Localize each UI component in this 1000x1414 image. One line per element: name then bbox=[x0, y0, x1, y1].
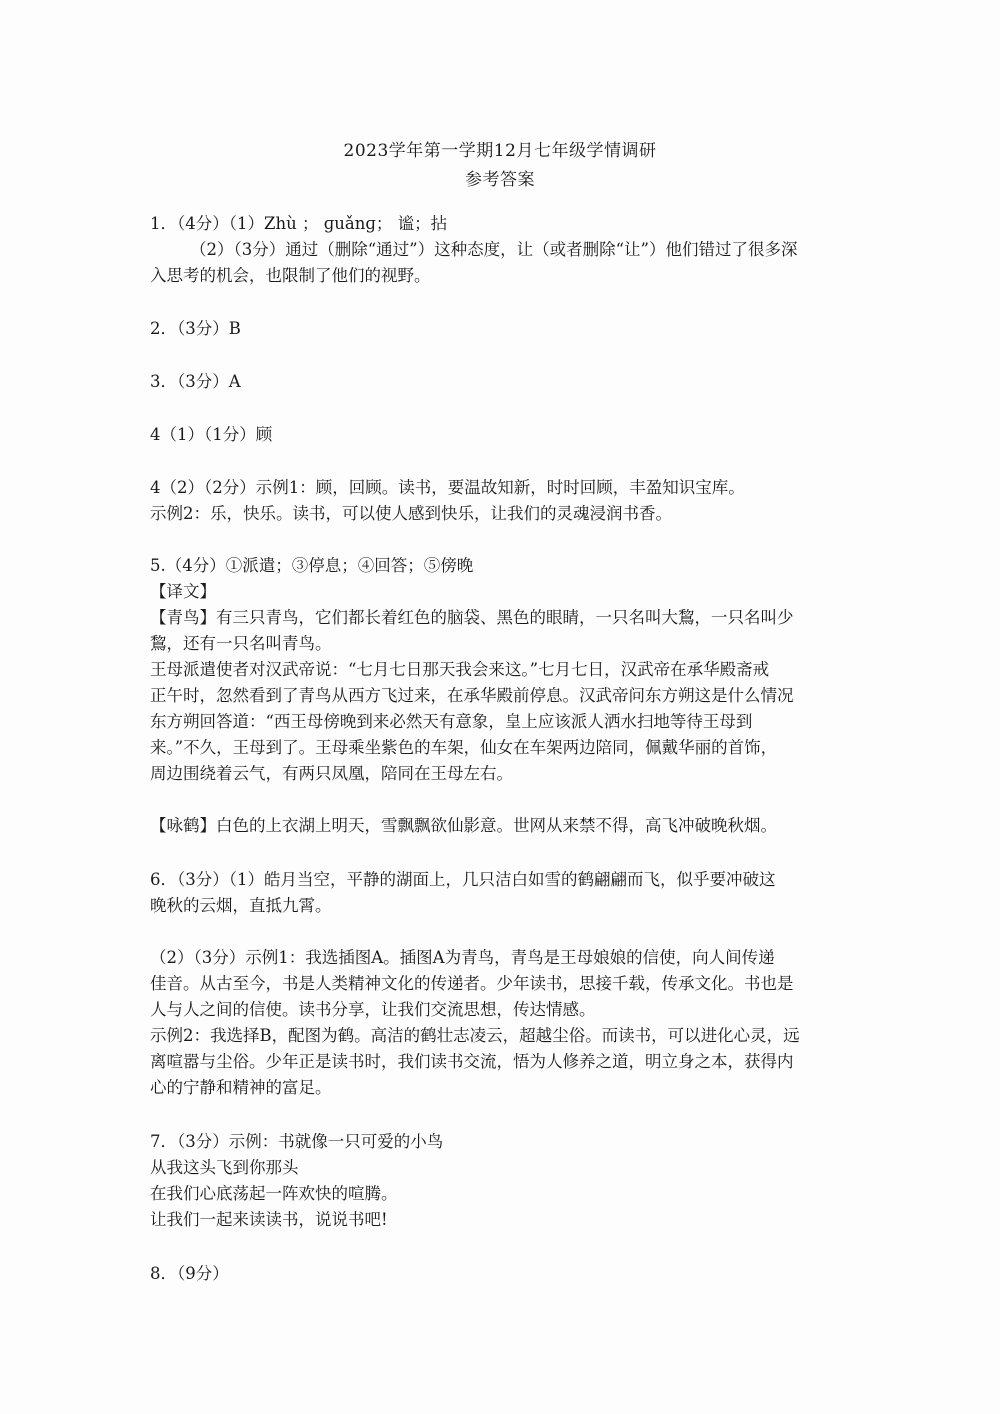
answer-line: 周边围绕着云气，有两只凤凰，陪同在王母左右。 bbox=[150, 764, 513, 783]
answer-line: 3．（3分）A bbox=[150, 372, 241, 391]
answer-line: 正午时，忽然看到了青鸟从西方飞过来，在承华殿前停息。汉武帝问东方朔这是什么情况 bbox=[150, 686, 794, 705]
answer-line: 【咏鹤】白色的上衣湖上明天，雪飘飘欲仙影意。世网从来禁不得，高飞冲破晚秋烟。 bbox=[150, 816, 777, 835]
answer-line: 7．（3分）示例：书就像一只可爱的小鸟 bbox=[150, 1132, 444, 1151]
answer-line: 5.（4分）①派遣；③停息；④回答；⑤傍晚 bbox=[150, 556, 474, 575]
answer-line: 【译文】 bbox=[150, 582, 216, 601]
answer-line: 示例2：乐，快乐。读书，可以使人感到快乐，让我们的灵魂浸润书香。 bbox=[150, 504, 672, 523]
answer-line: 4（1）（1分）顾 bbox=[150, 425, 273, 444]
answer-line: 晚秋的云烟，直抵九霄。 bbox=[150, 896, 332, 915]
answer-line: 离喧嚣与尘俗。少年正是读书时，我们读书交流，悟为人修养之道，明立身之本，获得内 bbox=[150, 1052, 794, 1071]
answer-line: （2）（3分）示例1：我选插图A。插图A为青鸟，青鸟是王母娘娘的信使，向人间传递 bbox=[150, 948, 775, 967]
answer-line: 鵹，还有一只名叫青鸟。 bbox=[150, 634, 332, 653]
answer-line: 人与人之间的信使。读书分享，让我们交流思想，传达情感。 bbox=[150, 1000, 596, 1019]
answer-line: 从我这头飞到你那头 bbox=[150, 1158, 299, 1177]
answer-line: 入思考的机会，也限制了他们的视野。 bbox=[150, 266, 431, 285]
answer-line: 8．（9分） bbox=[150, 1264, 229, 1283]
answer-line: 佳音。从古至今，书是人类精神文化的传递者。少年读书，思接千载，传承文化。书也是 bbox=[150, 974, 794, 993]
answer-line: 1．（4分）（1）Zhù ； ɡuǎnɡ； 谧；拈 bbox=[150, 214, 448, 233]
answer-line: 来。”不久，王母到了。王母乘坐紫色的车架，仙女在车架两边陪同，佩戴华丽的首饰， bbox=[150, 738, 778, 757]
answer-line: 王母派遣使者对汉武帝说：“七月七日那天我会来这。”七月七日，汉武帝在承华殿斋戒 bbox=[150, 660, 770, 679]
answer-line: 在我们心底荡起一阵欢快的喧腾。 bbox=[150, 1184, 398, 1203]
answer-line: 示例2：我选择B，配图为鹤。高洁的鹤壮志凌云，超越尘俗。而读书，可以进化心灵，远 bbox=[150, 1026, 800, 1045]
document-title: 2023学年第一学期12月七年级学情调研 bbox=[343, 141, 657, 161]
answer-line: 4（2）（2分）示例1：顾，回顾。读书，要温故知新，时时回顾，丰盈知识宝库。 bbox=[150, 478, 745, 497]
answer-line: 6．（3分）（1）皓月当空，平静的湖面上，几只洁白如雪的鹤翩翩而飞，似乎要冲破这 bbox=[150, 870, 776, 889]
answer-line: 心的宁静和精神的富足。 bbox=[150, 1078, 332, 1097]
answer-line: 让我们一起来读读书，说说书吧! bbox=[150, 1210, 388, 1229]
answer-line: （2）（3分）通过（删除“通过”）这种态度，让（或者删除“让”）他们错过了很多深 bbox=[190, 240, 798, 259]
document-subtitle: 参考答案 bbox=[465, 170, 535, 190]
answer-line: 【青鸟】有三只青鸟，它们都长着红色的脑袋、黑色的眼睛，一只名叫大鵹，一只名叫少 bbox=[150, 608, 794, 627]
answer-line: 2．（3分）B bbox=[150, 319, 241, 338]
answer-line: 东方朔回答道：“西王母傍晚到来必然天有意象，皇上应该派人洒水扫地等待王母到 bbox=[150, 712, 753, 731]
